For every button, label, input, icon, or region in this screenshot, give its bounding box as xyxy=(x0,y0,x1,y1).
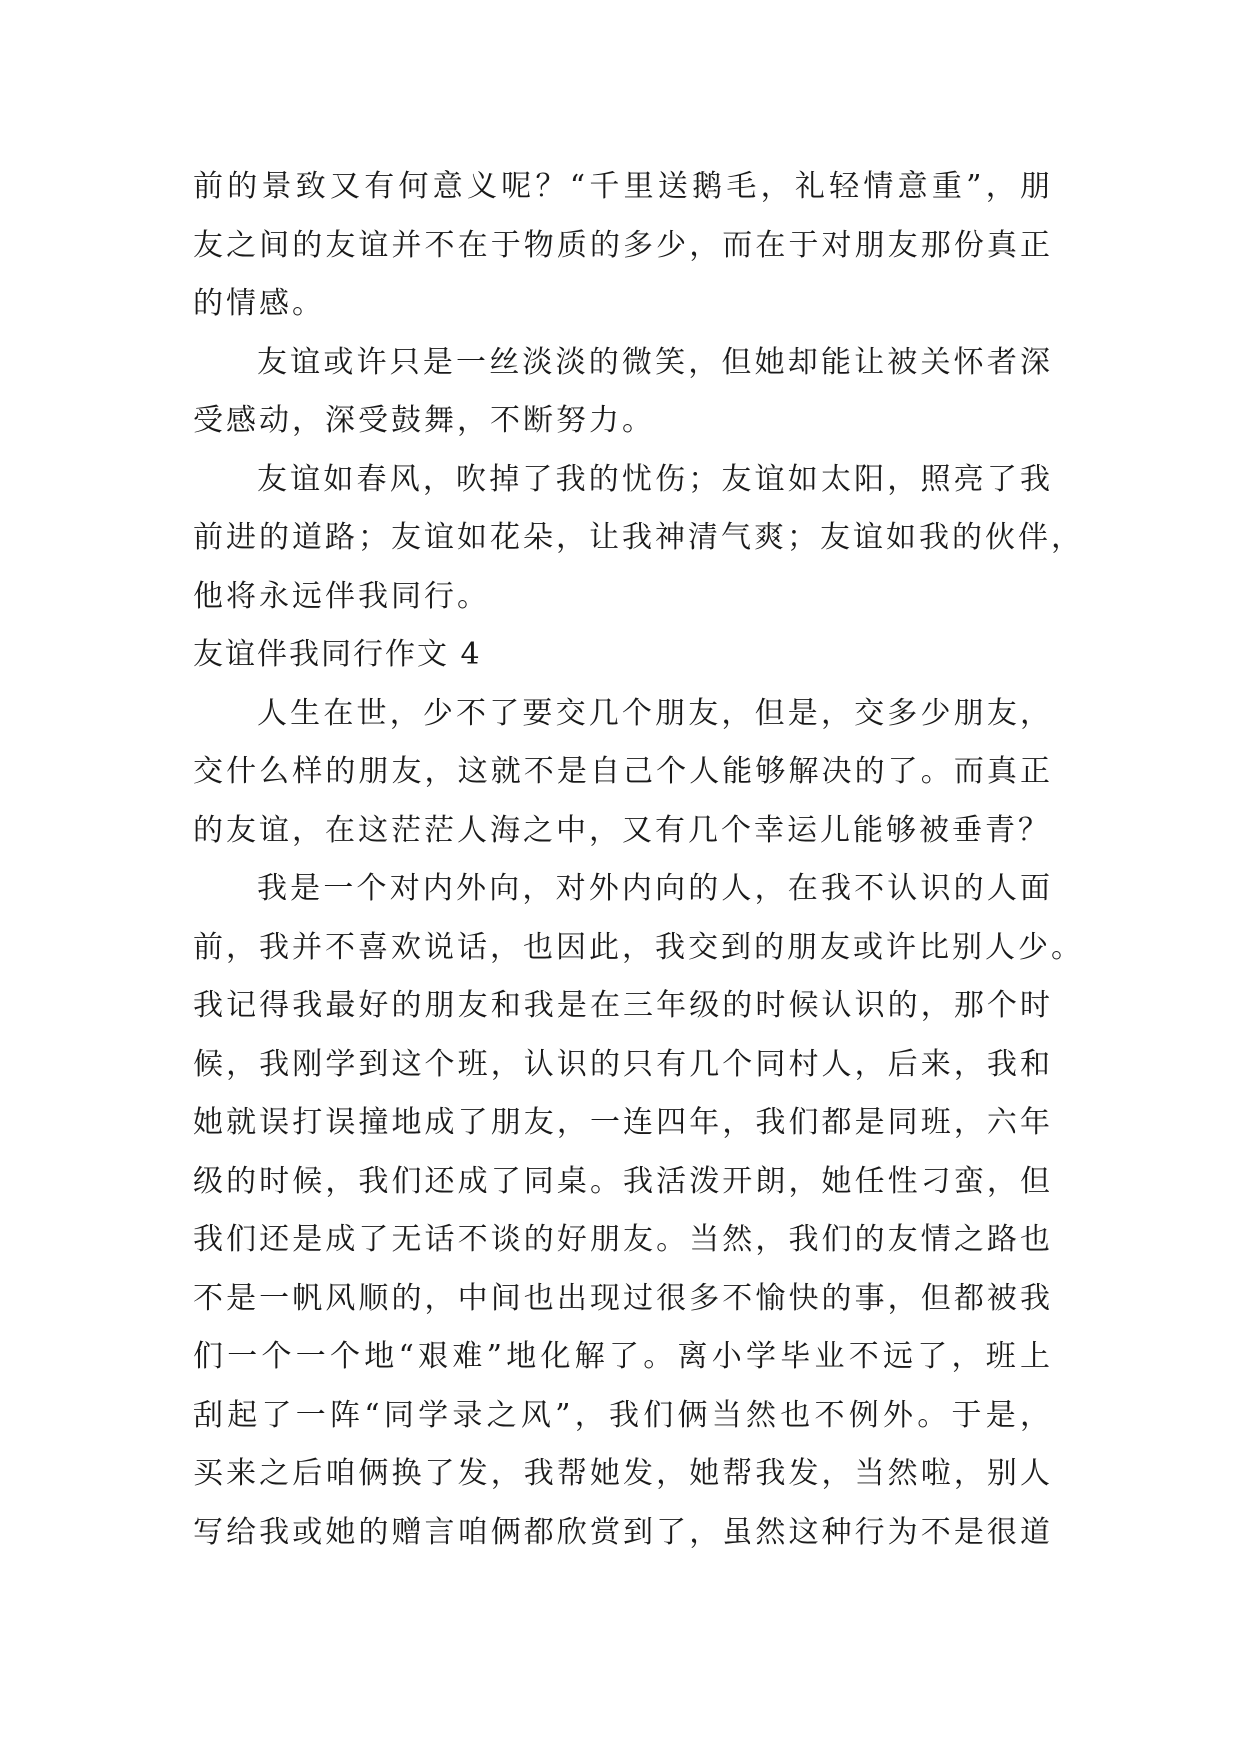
text-line: 的情感。 xyxy=(193,286,325,321)
paragraph xyxy=(193,860,1084,1562)
text-line: 刮起了一阵“同学录之风”，我们俩当然也不例外。于是， xyxy=(193,1397,1053,1433)
document-page xyxy=(193,158,1084,1562)
paragraph xyxy=(193,451,1084,627)
text-line: 我们还是成了无话不谈的好朋友。当然，我们的友情之路也 xyxy=(193,1222,1053,1257)
text-line: 他将永远伴我同行。 xyxy=(193,578,490,614)
text-line: 我是一个对内外向，对外内向的人，在我不认识的人面 xyxy=(257,871,1053,906)
text-line: 写给我或她的赠言咱俩都欣赏到了，虽然这种行为不是很道 xyxy=(193,1514,1053,1550)
text-line: 前的景致又有何意义呢？“千里送鹅毛，礼轻情意重”，朋 xyxy=(193,169,1053,204)
paragraph xyxy=(193,685,1053,861)
text-line: 候，我刚学到这个班，认识的只有几个同村人，后来，我和 xyxy=(193,1046,1053,1082)
text-line: 人生在世，少不了要交几个朋友，但是，交多少朋友， xyxy=(257,695,1053,731)
text-line: 友谊如春风，吹掉了我的忧伤；友谊如太阳，照亮了我 xyxy=(257,461,1053,497)
paragraph xyxy=(193,158,1053,334)
paragraph xyxy=(193,334,1053,451)
text-line: 友之间的友谊并不在于物质的多少，而在于对朋友那份真正 xyxy=(193,227,1053,263)
text-line: 买来之后咱俩换了发，我帮她发，她帮我发，当然啦，别人 xyxy=(193,1456,1053,1491)
text-line: 前进的道路；友谊如花朵，让我神清气爽；友谊如我的伙伴， xyxy=(193,520,1084,555)
text-line: 交什么样的朋友，这就不是自己个人能够解决的了。而真正 xyxy=(193,754,1053,789)
text-line: 级的时候，我们还成了同桌。我活泼开朗，她任性刁蛮，但 xyxy=(193,1163,1053,1199)
text-line: 她就误打误撞地成了朋友，一连四年，我们都是同班，六年 xyxy=(193,1105,1053,1140)
text-line: 友谊或许只是一丝淡淡的微笑，但她却能让被关怀者深 xyxy=(257,344,1053,380)
text-line: 受感动，深受鼓舞，不断努力。 xyxy=(193,403,655,438)
text-line: 们一个一个地“艰难”地化解了。离小学毕业不远了，班上 xyxy=(193,1339,1053,1374)
text-line: 的友谊，在这茫茫人海之中，又有几个幸运儿能够被垂青？ xyxy=(193,812,1051,848)
section-heading xyxy=(193,626,1053,685)
text-line: 我记得我最好的朋友和我是在三年级的时候认识的，那个时 xyxy=(193,988,1053,1023)
text-line: 前，我并不喜欢说话，也因此，我交到的朋友或许比别人少。 xyxy=(193,929,1084,965)
text-line: 不是一帆风顺的，中间也出现过很多不愉快的事，但都被我 xyxy=(193,1280,1053,1316)
heading-text: 友谊伴我同行作文 4 xyxy=(193,637,482,672)
